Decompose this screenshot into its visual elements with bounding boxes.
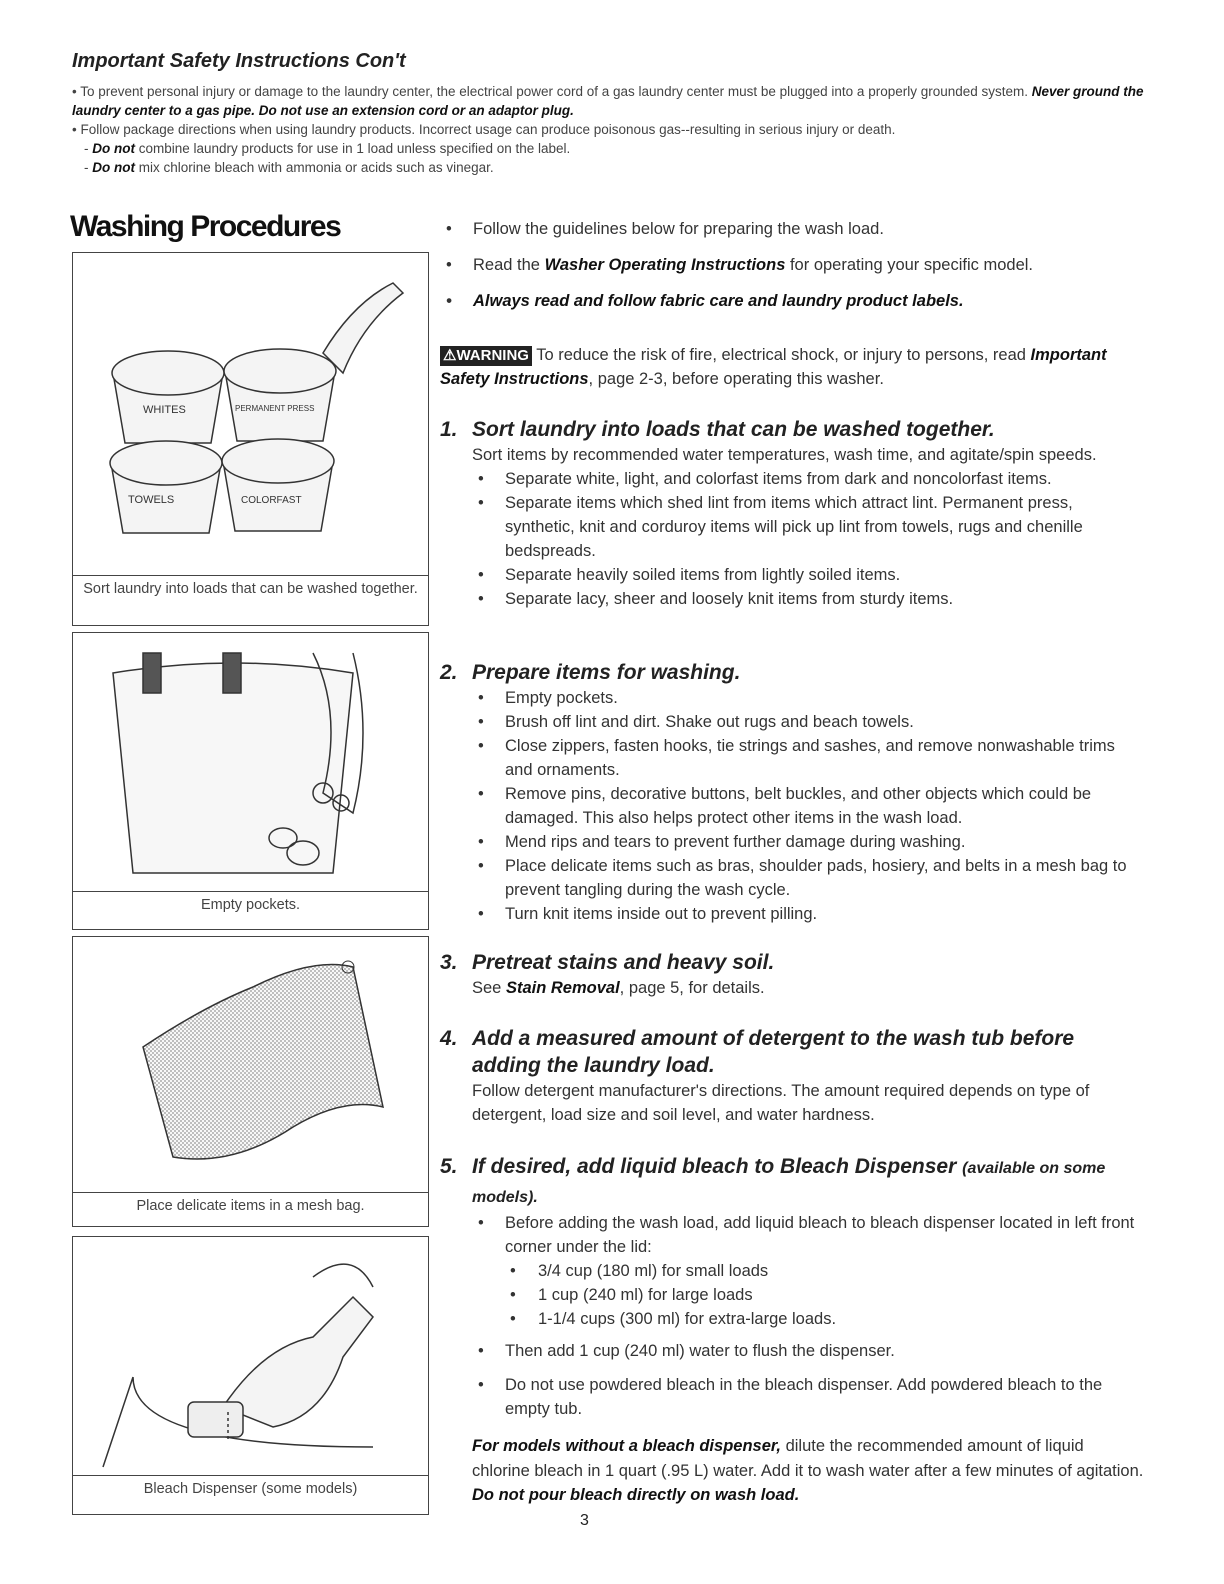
page-number: 3 [580, 1512, 589, 1529]
safety-bullet-1: • To prevent personal injury or damage to the laundry center, the electrical power cord of a gas laundry center must be plugged into a properly grounded system. Never ground the laundry center to a gas pipe. Do not use an extension cord or an adaptor plug. [72, 84, 1144, 118]
figure-empty-pockets [72, 632, 429, 930]
section-heading: Washing Procedures [70, 210, 341, 243]
list-item: • Then add 1 cup (240 ml) water to flush the dispenser. [472, 1339, 1145, 1363]
step-title-note: (available on some models). [472, 1160, 1106, 1206]
step-body: Sort items by recommended water temperatures, wash time, and agitate/spin speeds. [472, 446, 1097, 464]
warning-block [440, 343, 1145, 391]
figure-sort-laundry [72, 252, 429, 626]
step-heading [440, 659, 1145, 686]
figure-caption: Bleach Dispenser (some models) [73, 1475, 428, 1503]
step-2 [440, 659, 1145, 926]
bold-text: Do not [92, 160, 135, 175]
safety-dash-1: - Do not combine laundry products for use in 1 load unless specified on the label. [84, 141, 571, 156]
step-number: 2. [440, 661, 458, 684]
text: Read the [473, 256, 545, 274]
list-item: • Mend rips and tears to prevent further damage during washing. [472, 830, 1145, 854]
text: , page 5, for details. [619, 979, 765, 997]
step-body [440, 976, 1145, 1000]
bold-text: Never ground the laundry center to a gas pipe. Do not use an extension cord or an adaptor plug. [72, 84, 1144, 118]
sub-list-item: • 3/4 cup (180 ml) for small loads [472, 1259, 1145, 1283]
bold-text: For models without a bleach dispenser, [472, 1437, 781, 1455]
warning-badge: ⚠WARNING [440, 346, 532, 366]
figure-caption: Empty pockets. [73, 891, 428, 919]
mesh-bag-icon [73, 937, 428, 1192]
step-number: 3. [440, 951, 458, 974]
bleach-illustration [73, 1237, 428, 1475]
list-item: • Place delicate items such as bras, shoulder pads, hosiery, and belts in a mesh bag to prevent tangling during the wash cycle. [472, 854, 1145, 902]
step-title: If desired, add liquid bleach to Bleach Dispenser [472, 1155, 963, 1178]
bold-text: Do not [92, 141, 135, 156]
list-item: • Separate heavily soiled items from lightly soiled items. [472, 563, 1145, 587]
list-item: • Empty pockets. [472, 686, 1145, 710]
laundry-baskets-icon [73, 253, 428, 575]
bold-text: Do not pour bleach directly on wash load. [472, 1486, 800, 1504]
intro-bullet: • Follow the guidelines below for preparing the wash load. [440, 217, 1145, 241]
step-heading [440, 416, 1145, 443]
bold-text: Washer Operating Instructions [544, 256, 786, 274]
basket-label: TOWELS [128, 494, 175, 506]
basket-label: PERMANENT PRESS [235, 404, 315, 413]
list-item: • Remove pins, decorative buttons, belt buckles, and other objects which could be damaged. This also helps protect other items in the wash load. [472, 782, 1145, 830]
step-number: 1. [440, 418, 458, 441]
text: combine laundry products for use in 1 load unless specified on the label. [135, 141, 571, 156]
sub-list-item: • 1-1/4 cups (300 ml) for extra-large loads. [472, 1307, 1145, 1331]
safety-title: Important Safety Instructions Con't [72, 50, 406, 72]
mesh-bag-illustration [73, 937, 428, 1192]
safety-bullet-2: • Follow package directions when using laundry products. Incorrect usage can produce poisonous gas--resulting in serious injury or death. [72, 122, 896, 137]
text: To prevent personal injury or damage to the laundry center, the electrical power cord of a gas laundry center must be plugged into a properly grounded system. [80, 84, 1032, 99]
step-1 [440, 416, 1145, 611]
bold-text: Important Safety Instructions [440, 346, 1107, 388]
bleach-bottle-icon [73, 1237, 428, 1475]
text: To reduce the risk of fire, electrical shock, or injury to persons, read [531, 346, 1031, 364]
step-3 [440, 949, 1145, 1000]
figure-caption: Sort laundry into loads that can be washed together. [73, 575, 428, 603]
list-item: • Separate white, light, and colorfast items from dark and noncolorfast items. [472, 467, 1145, 491]
step-heading [440, 1153, 1145, 1211]
stain-removal-link[interactable]: Stain Removal [505, 979, 620, 997]
pants-pocket-icon [73, 633, 428, 891]
intro-bullet: • Always read and follow fabric care and laundry product labels. [440, 289, 1145, 313]
step-number: 4. [440, 1027, 458, 1050]
step-title: Pretreat stains and heavy soil. [472, 951, 775, 974]
figure-bleach-dispenser [72, 1236, 429, 1515]
text: , page 2-3, before operating this washer. [588, 370, 884, 388]
text: See [472, 979, 506, 997]
list-item: • Before adding the wash load, add liquid bleach to bleach dispenser located in left front corner under the lid: [472, 1211, 1145, 1259]
list-item: • Separate lacy, sheer and loosely knit items from sturdy items. [472, 587, 1145, 611]
step-heading [440, 949, 1145, 976]
text: mix chlorine bleach with ammonia or acids such as vinegar. [135, 160, 494, 175]
text: dilute the recommended amount of liquid chlorine bleach in 1 quart (.95 L) water. Add it to wash water after a few minutes of agitation. [472, 1437, 1144, 1480]
list-item: • Brush off lint and dirt. Shake out rugs and beach towels. [472, 710, 1145, 734]
step-heading [440, 1025, 1145, 1079]
step-number: 5. [440, 1155, 458, 1178]
baskets-illustration [73, 253, 428, 575]
sub-list-item: • 1 cup (240 ml) for large loads [472, 1283, 1145, 1307]
text: for operating your specific model. [785, 256, 1034, 274]
figure-caption: Place delicate items in a mesh bag. [73, 1192, 428, 1220]
step-title: Prepare items for washing. [472, 661, 741, 684]
pockets-illustration [73, 633, 428, 891]
intro-list [440, 217, 1145, 313]
text: Follow package directions when using laundry products. Incorrect usage can produce poisonous gas--resulting in serious injury or death. [80, 122, 896, 137]
list-item: • Separate items which shed lint from items which attract lint. Permanent press, synthetic, knit and corduroy items will pick up lint from towels, rugs and chenille bedspreads. [472, 491, 1145, 563]
bleach-note [440, 1434, 1145, 1508]
figure-mesh-bag [72, 936, 429, 1227]
list-item: • Do not use powdered bleach in the bleach dispenser. Add powdered bleach to the empty tub. [472, 1373, 1145, 1421]
step-title: Add a measured amount of detergent to the wash tub before adding the laundry load. [472, 1027, 1075, 1077]
step-title: Sort laundry into loads that can be washed together. [472, 418, 995, 441]
list-item: • Turn knit items inside out to prevent pilling. [472, 902, 1145, 926]
step-5 [440, 1153, 1145, 1421]
warning-label: WARNING [456, 347, 529, 364]
safety-dash-2: - Do not mix chlorine bleach with ammonia or acids such as vinegar. [84, 160, 494, 175]
step-body: Follow detergent manufacturer's directions. The amount required depends on type of detergent, load size and soil level, and water hardness. [472, 1082, 1090, 1124]
basket-label: COLORFAST [241, 495, 302, 506]
safety-list [72, 82, 1152, 177]
list-item: • Close zippers, fasten hooks, tie strings and sashes, and remove nonwashable trims and ornaments. [472, 734, 1145, 782]
intro-bullet [440, 253, 1145, 277]
step-4 [440, 1025, 1145, 1127]
basket-label: WHITES [143, 404, 186, 416]
